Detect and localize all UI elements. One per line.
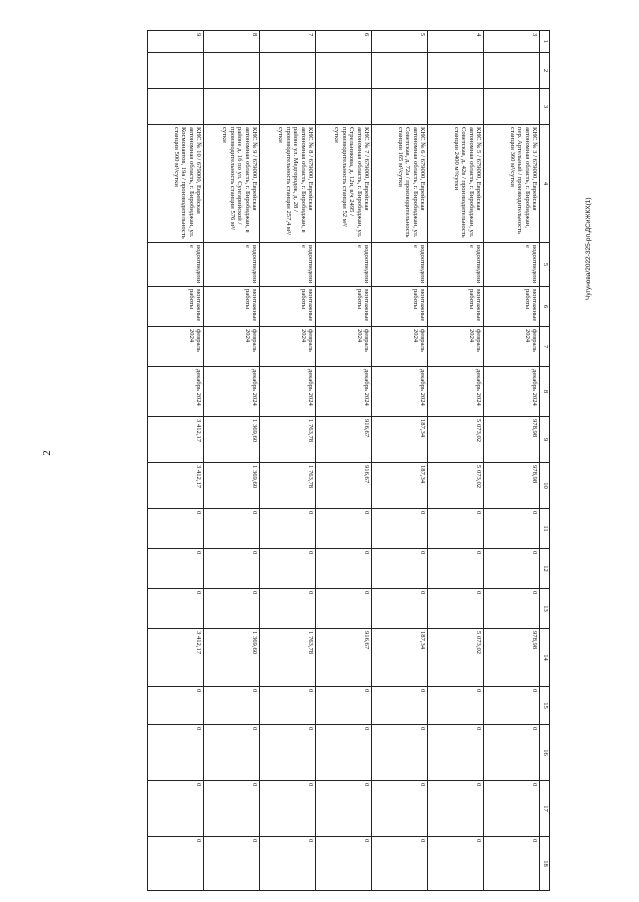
table-cell: декабрь 2024 bbox=[204, 367, 260, 417]
table-cell: монтажные работы bbox=[316, 287, 372, 327]
table-cell: 0 bbox=[428, 781, 484, 837]
table-cell: декабрь 2024 bbox=[148, 367, 204, 417]
table-cell: февраль 2024 bbox=[428, 327, 484, 367]
table-cell bbox=[316, 89, 372, 125]
table-cell: 916,67 bbox=[316, 629, 372, 687]
table-cell: 0 bbox=[484, 509, 540, 549]
footer-note: Чугунова/2022-325-рп.ДСиЖКХ(1) bbox=[585, 197, 592, 300]
table-cell: 0 bbox=[428, 687, 484, 725]
table-cell: 0 bbox=[260, 509, 316, 549]
table-cell: 0 bbox=[484, 725, 540, 781]
column-header: 15 bbox=[540, 687, 550, 725]
table-cell: 0 bbox=[372, 687, 428, 725]
table-cell: 0 bbox=[204, 589, 260, 629]
table-cell: декабрь 2024 bbox=[316, 367, 372, 417]
table-cell: 0 bbox=[204, 781, 260, 837]
column-header: 8 bbox=[540, 367, 550, 417]
table-cell: 5 073,02 bbox=[428, 463, 484, 509]
table-cell: 0 bbox=[260, 589, 316, 629]
table-cell: водоотведение bbox=[316, 243, 372, 287]
column-header: 16 bbox=[540, 725, 550, 781]
table-cell: 0 bbox=[204, 725, 260, 781]
table-cell: 0 bbox=[148, 837, 204, 891]
table-cell: февраль 2024 bbox=[148, 327, 204, 367]
table-cell: 3 412,17 bbox=[148, 417, 204, 463]
table-cell: 5 073,02 bbox=[428, 417, 484, 463]
table-cell: 187,34 bbox=[372, 629, 428, 687]
column-header: 12 bbox=[540, 549, 550, 589]
table-row bbox=[428, 31, 484, 891]
table-cell: 0 bbox=[428, 589, 484, 629]
table-cell: 0 bbox=[260, 687, 316, 725]
table-cell: 0 bbox=[148, 687, 204, 725]
table-cell: 0 bbox=[204, 687, 260, 725]
table-cell: водоотведение bbox=[204, 243, 260, 287]
table-wrapper bbox=[95, 30, 550, 890]
table-cell bbox=[148, 53, 204, 89]
table-cell bbox=[148, 89, 204, 125]
column-header: 18 bbox=[540, 837, 550, 891]
works-table bbox=[147, 30, 550, 891]
table-cell: монтажные работы bbox=[148, 287, 204, 327]
table-cell: 187,34 bbox=[372, 417, 428, 463]
table-cell: 916,67 bbox=[316, 417, 372, 463]
table-cell: февраль 2024 bbox=[316, 327, 372, 367]
table-cell: 5 bbox=[372, 31, 428, 53]
table-cell: 0 bbox=[260, 725, 316, 781]
table-cell bbox=[204, 89, 260, 125]
table-cell: водоотведение bbox=[260, 243, 316, 287]
table-cell bbox=[428, 53, 484, 89]
table-cell: 0 bbox=[484, 687, 540, 725]
column-header: 11 bbox=[540, 509, 550, 549]
table-cell: 0 bbox=[148, 509, 204, 549]
page-number: 2 bbox=[40, 450, 53, 456]
table-body bbox=[148, 31, 540, 891]
table-cell: декабрь 2024 bbox=[428, 367, 484, 417]
table-cell: 0 bbox=[484, 837, 540, 891]
table-cell: монтажные работы bbox=[428, 287, 484, 327]
table-cell: 0 bbox=[316, 687, 372, 725]
table-cell: КНС № 9 / 679000, Еврейская автономная область, г. Биробиджан, в районе д. 1б по ул. Сунгарийской / производительность станции 576 м³/сутки bbox=[204, 125, 260, 243]
column-header: 4 bbox=[540, 125, 550, 243]
column-header: 5 bbox=[540, 243, 550, 287]
column-header: 9 bbox=[540, 417, 550, 463]
column-header: 2 bbox=[540, 53, 550, 89]
table-cell: 1 369,60 bbox=[204, 463, 260, 509]
table-row bbox=[484, 31, 540, 891]
table-cell: 0 bbox=[428, 837, 484, 891]
column-header: 10 bbox=[540, 463, 550, 509]
table-cell: февраль 2024 bbox=[204, 327, 260, 367]
table-cell: монтажные работы bbox=[372, 287, 428, 327]
table-cell: водоотведение bbox=[372, 243, 428, 287]
table-cell: 0 bbox=[260, 837, 316, 891]
table-cell: 0 bbox=[204, 837, 260, 891]
table-cell: декабрь 2024 bbox=[260, 367, 316, 417]
table-cell: 0 bbox=[428, 549, 484, 589]
table-cell bbox=[260, 53, 316, 89]
table-cell: КНС № 10 / 679000, Еврейская автономная область, г. Биробиджан, ул. Космонавтов, 19а / производительность станции 500 м³/сутки bbox=[148, 125, 204, 243]
table-cell: 0 bbox=[148, 589, 204, 629]
table-cell: 0 bbox=[316, 725, 372, 781]
table-cell: КНС № 5 / 679000, Еврейская автономная область, г. Биробиджан, ул. Советская, д. 42в / производительность станции 2400 м³/сутки bbox=[428, 125, 484, 243]
table-cell bbox=[484, 89, 540, 125]
column-header: 14 bbox=[540, 629, 550, 687]
table-row bbox=[372, 31, 428, 891]
table-cell: 4 bbox=[428, 31, 484, 53]
table-cell: монтажные работы bbox=[204, 287, 260, 327]
table-cell: 978,98 bbox=[484, 417, 540, 463]
column-header: 7 bbox=[540, 327, 550, 367]
table-cell: 0 bbox=[372, 509, 428, 549]
table-cell bbox=[316, 53, 372, 89]
table-cell: 8 bbox=[204, 31, 260, 53]
column-header: 17 bbox=[540, 781, 550, 837]
column-header: 1 bbox=[540, 31, 550, 53]
table-cell: 187,34 bbox=[372, 463, 428, 509]
table-cell: декабрь 2024 bbox=[372, 367, 428, 417]
table-cell bbox=[484, 53, 540, 89]
table-cell: 1 369,60 bbox=[204, 629, 260, 687]
table-cell: 1 763,78 bbox=[260, 629, 316, 687]
table-cell: 7 bbox=[260, 31, 316, 53]
table-row bbox=[204, 31, 260, 891]
table-cell: 978,98 bbox=[484, 629, 540, 687]
table-cell: 978,98 bbox=[484, 463, 540, 509]
table-cell: 0 bbox=[260, 781, 316, 837]
table-cell: 0 bbox=[484, 781, 540, 837]
table-cell: 0 bbox=[372, 549, 428, 589]
table-cell: 0 bbox=[428, 509, 484, 549]
table-cell: 1 763,78 bbox=[260, 463, 316, 509]
table-cell bbox=[428, 89, 484, 125]
table-cell: 0 bbox=[316, 837, 372, 891]
table-cell: водоотведение bbox=[484, 243, 540, 287]
table-cell: 3 412,17 bbox=[148, 629, 204, 687]
table-cell: 3 bbox=[484, 31, 540, 53]
table-cell: 0 bbox=[372, 781, 428, 837]
table-cell: 0 bbox=[148, 725, 204, 781]
table-cell: монтажные работы bbox=[484, 287, 540, 327]
table-cell: декабрь 2024 bbox=[484, 367, 540, 417]
table-cell bbox=[372, 53, 428, 89]
table-cell: 0 bbox=[204, 549, 260, 589]
column-header: 13 bbox=[540, 589, 550, 629]
table-cell: 0 bbox=[204, 509, 260, 549]
column-header: 3 bbox=[540, 89, 550, 125]
table-cell: 0 bbox=[372, 725, 428, 781]
table-row bbox=[148, 31, 204, 891]
table-cell: КНС № 8 / 679000, Еврейская автономная область, г. Биробиджан, в районе ул. Медгородок, д. 28 / производительность станции 257,4 м³/сутки bbox=[260, 125, 316, 243]
table-cell: КНС № 7 / 679000, Еврейская автономная область, г. Биробиджан, ул. Стрельникова, д. 12и, в/ч 2495 / производительность станции 52 м³/сутки bbox=[316, 125, 372, 243]
table-row bbox=[316, 31, 372, 891]
table-cell: 916,67 bbox=[316, 463, 372, 509]
table-cell: февраль 2024 bbox=[260, 327, 316, 367]
table-cell: водоотведение bbox=[148, 243, 204, 287]
table-cell: 1 369,60 bbox=[204, 417, 260, 463]
table-cell bbox=[372, 89, 428, 125]
table-cell: 0 bbox=[316, 509, 372, 549]
table-cell: 0 bbox=[260, 549, 316, 589]
table-cell bbox=[204, 53, 260, 89]
column-header: 6 bbox=[540, 287, 550, 327]
table-cell: 5 073,02 bbox=[428, 629, 484, 687]
table-cell: 0 bbox=[484, 549, 540, 589]
table-cell: КНС № 3 / 679000, Еврейская автономная область, г. Биробиджан, пер. Артельный / производительность станции 360 м³/сутки bbox=[484, 125, 540, 243]
table-row bbox=[260, 31, 316, 891]
table-cell: водоотведение bbox=[428, 243, 484, 287]
table-cell: 1 763,78 bbox=[260, 417, 316, 463]
table-cell: 0 bbox=[316, 549, 372, 589]
table-cell: 0 bbox=[372, 589, 428, 629]
table-cell: 0 bbox=[428, 725, 484, 781]
table-cell: 0 bbox=[484, 589, 540, 629]
table-cell: 9 bbox=[148, 31, 204, 53]
table-cell: 0 bbox=[148, 549, 204, 589]
table-cell: КНС № 6 / 679000, Еврейская автономная область, г. Биробиджан, ул. Советская, д. 72а / производительность станции 165 м³/сутки bbox=[372, 125, 428, 243]
table-cell: 3 412,17 bbox=[148, 463, 204, 509]
table-cell: февраль 2024 bbox=[372, 327, 428, 367]
table-cell: 0 bbox=[316, 781, 372, 837]
table-header bbox=[540, 31, 550, 891]
table-cell: монтажные работы bbox=[260, 287, 316, 327]
table-cell bbox=[260, 89, 316, 125]
table-cell: 0 bbox=[148, 781, 204, 837]
table-cell: 0 bbox=[316, 589, 372, 629]
table-cell: 6 bbox=[316, 31, 372, 53]
table-cell: февраль 2024 bbox=[484, 327, 540, 367]
table-cell: 0 bbox=[372, 837, 428, 891]
